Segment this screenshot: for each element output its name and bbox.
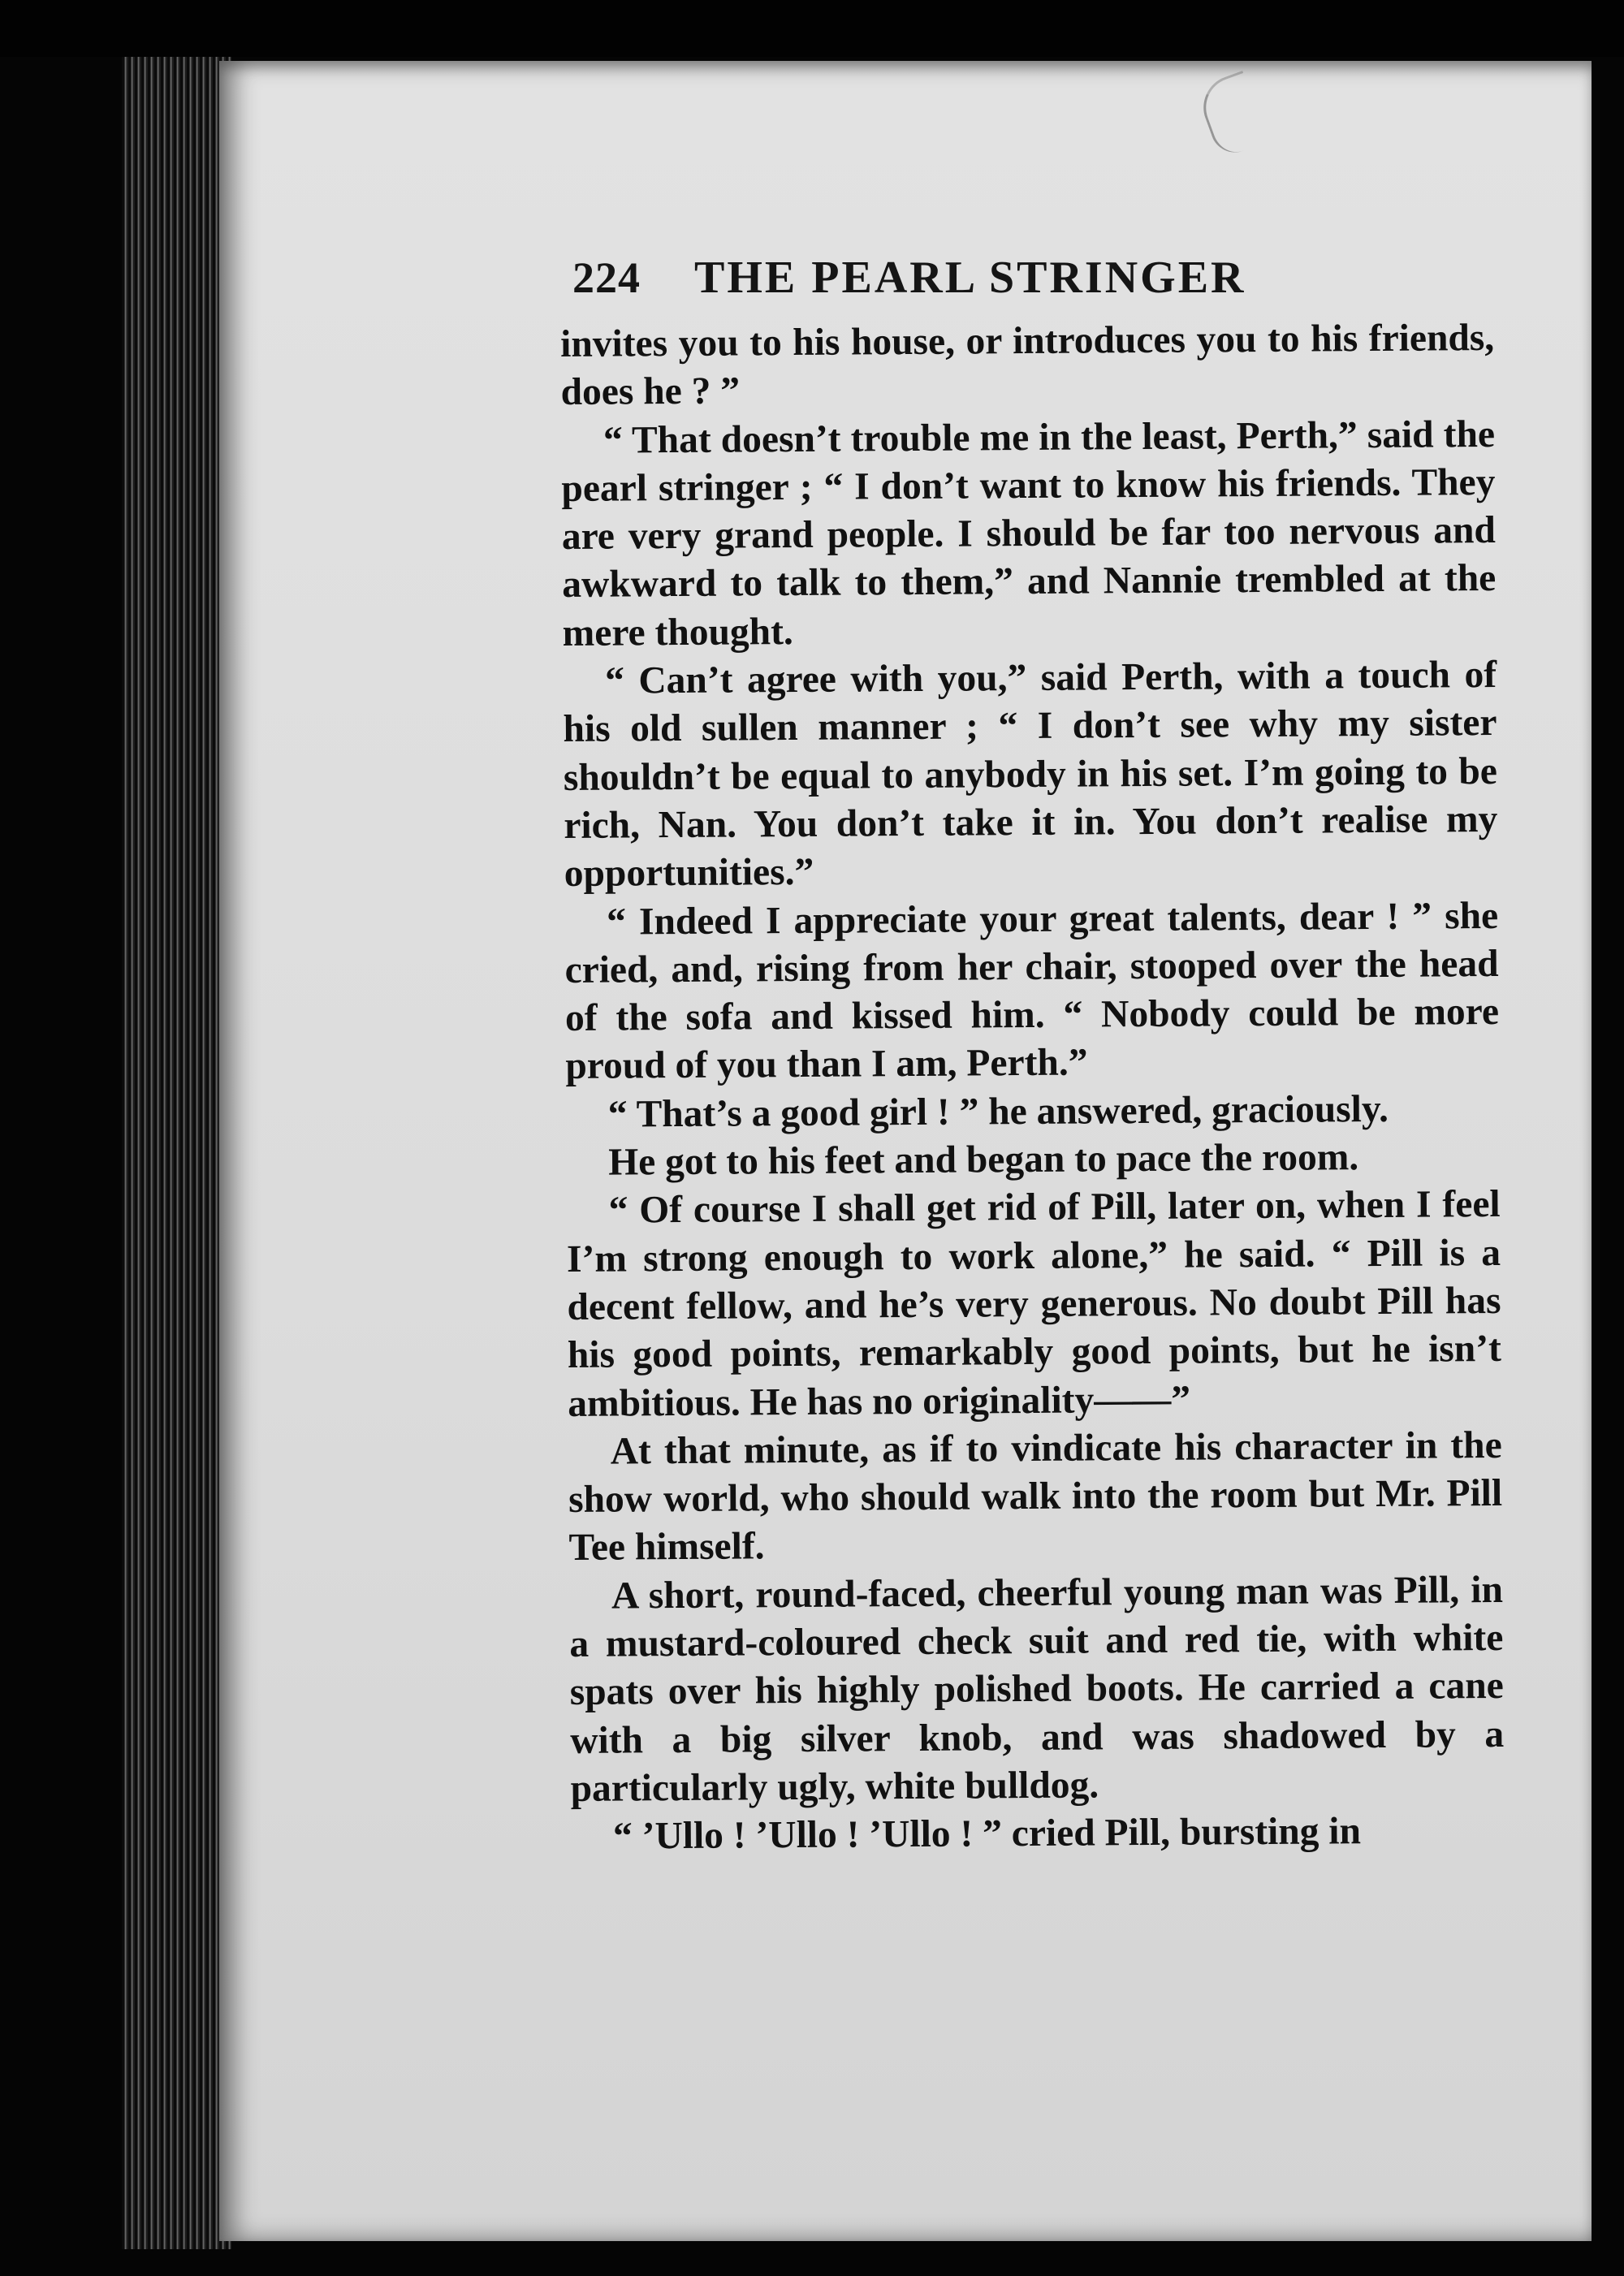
paragraph: A short, round-faced, cheerful young man was Pill, in a mustard-coloured check suit and red tie, with white spats over his highly polished boots. He carried a cane with a big silver knob, and was shadowed by a particularly ugly, white bulldog. xyxy=(569,1568,1505,1810)
paragraph: He got to his feet and began to pace the room. xyxy=(608,1136,1359,1184)
scan-smudge xyxy=(1194,71,1268,159)
running-head xyxy=(572,252,1547,304)
scan-right-border xyxy=(1592,57,1624,2276)
paragraph: “ Indeed I appreciate your great talents, dear ! ” she cried, and, rising from her chair, stooped over the head of the sofa and kissed him. “ Nobody could be more proud of you than I am, Perth.” xyxy=(564,894,1500,1088)
book-page-edges xyxy=(122,57,231,2249)
running-title: THE PEARL STRINGER xyxy=(694,253,1246,303)
paragraph: “ ’Ullo ! ’Ullo ! ’Ullo ! ” cried Pill, bursting in xyxy=(612,1810,1362,1858)
page-number: 224 xyxy=(572,253,641,302)
paragraph: “ Of course I shall get rid of Pill, later on, when I feel I’m strong enough to work alone,” he said. “ Pill is a decent fellow, and he’s very generous. No doubt Pill has his good points, remarkably good points, but he isn’t ambitious. He has no originality——” xyxy=(566,1183,1502,1425)
scan-top-border xyxy=(0,0,1624,57)
paragraph: “ That doesn’t trouble me in the least, Perth,” said the pearl stringer ; “ I don’t want to know his friends. They are very grand people. I should be far too nervous and awkward to talk to them,” and Nannie trembled at the mere thought. xyxy=(561,412,1497,654)
paragraph: “ Can’t agree with you,” said Perth, with a touch of his old sullen manner ; “ I don’t see why my sister shouldn’t be equal to anybody in his set. I’m going to be rich, Nan. You don’t take it in. You don’t realise my opportunities.” xyxy=(563,654,1498,896)
paragraph: invites you to his house, or introduces you to his friends, does he ? ” xyxy=(560,316,1495,414)
paragraph: “ That’s a good girl ! ” he answered, graciously. xyxy=(607,1087,1389,1136)
paragraph: At that minute, as if to vindicate his character in the show world, who should walk into the room but Mr. Pill Tee himself. xyxy=(568,1423,1503,1570)
body-text xyxy=(560,314,1505,1861)
